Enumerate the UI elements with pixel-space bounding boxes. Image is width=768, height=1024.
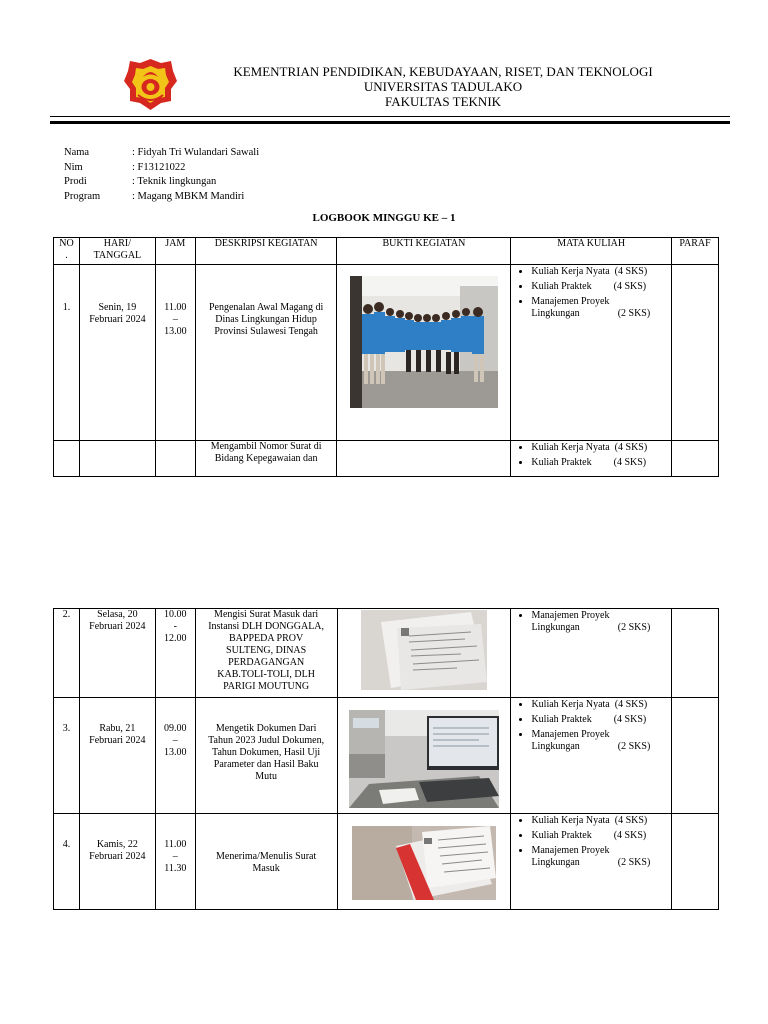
table-header-row — [54, 238, 719, 265]
info-label: Program — [64, 190, 101, 202]
info-row-program — [64, 190, 259, 205]
list-item: • Kuliah Kerja Nyata (4 SKS) — [531, 442, 671, 454]
logbook-title: LOGBOOK MINGGU KE – 1 — [312, 212, 456, 224]
student-info — [64, 146, 259, 204]
row-date — [79, 441, 155, 477]
document-header — [0, 0, 768, 130]
row-time: 09.00 – 13.00 — [155, 698, 195, 814]
list-item: • Manajemen Proyek Lingkungan (2 SKS) — [531, 845, 671, 869]
header-rule-thick — [50, 121, 730, 124]
row-description: Mengetik Dokumen Dari Tahun 2023 Judul Dokumen, Tahun Dokumen, Hasil Uji Parameter dan Hasil Baku Mutu — [195, 698, 337, 814]
list-item: • Kuliah Praktek (4 SKS) — [531, 281, 671, 293]
row-time: 11.00 – 11.30 — [155, 814, 195, 910]
header-rule-thin — [50, 116, 730, 117]
ministry-name: KEMENTRIAN PENDIDIKAN, KEBUDAYAAN, RISET, DAN TEKNOLOGI — [233, 64, 653, 79]
list-item: • Kuliah Praktek (4 SKS) — [531, 457, 671, 469]
course-list — [511, 266, 671, 320]
course-list — [511, 610, 671, 634]
row-description: Mengisi Surat Masuk dari Instansi DLH DONGGALA, BAPPEDA PROV SULTENG, DINAS PERDAGANGAN KAB.TOLI-TOLI, DLH PARIGI MOUTUNG — [195, 609, 337, 698]
info-value: : F13121022 — [132, 161, 186, 173]
info-row-nama — [64, 146, 259, 161]
row-paraf — [672, 698, 719, 814]
row-evidence — [337, 609, 511, 698]
university-logo — [123, 57, 178, 112]
col-deskripsi: DESKRIPSI KEGIATAN — [195, 238, 337, 265]
row-time — [155, 441, 195, 477]
table-row — [54, 609, 719, 698]
list-item: • Kuliah Praktek (4 SKS) — [531, 714, 671, 726]
row-no: 2. — [54, 609, 80, 698]
row-description: Pengenalan Awal Magang di Dinas Lingkungan Hidup Provinsi Sulawesi Tengah — [195, 265, 337, 441]
row-courses — [511, 265, 672, 441]
row-courses — [511, 698, 672, 814]
university-name: UNIVERSITAS TADULAKO — [363, 79, 523, 94]
row-time: 10.00 - 12.00 — [155, 609, 195, 698]
table-row — [54, 698, 719, 814]
row-paraf — [672, 609, 719, 698]
group-photo — [350, 276, 498, 408]
info-value: : Teknik lingkungan — [132, 176, 217, 187]
row-date: Senin, 19 Februari 2024 — [79, 265, 155, 441]
info-label: Nim — [64, 161, 83, 173]
row-time: 11.00 – 13.00 — [155, 265, 195, 441]
col-mata-kuliah: MATA KULIAH — [511, 238, 672, 265]
list-item: • Kuliah Praktek (4 SKS) — [531, 830, 671, 842]
row-paraf — [672, 265, 719, 441]
row-description: Mengambil Nomor Surat di Bidang Kepegawaian dan — [195, 441, 337, 477]
course-list — [511, 442, 671, 469]
row-evidence — [337, 265, 511, 441]
col-hari-tanggal: HARI/ TANGGAL — [79, 238, 155, 265]
row-courses — [511, 814, 672, 910]
logbook-table-page1 — [53, 237, 719, 477]
row-evidence — [337, 814, 511, 910]
row-paraf — [672, 441, 719, 477]
row-date: Selasa, 20 Februari 2024 — [79, 609, 155, 698]
col-no: NO . — [54, 238, 80, 265]
row-no: 1. — [54, 265, 80, 441]
row-description: Menerima/Menulis Surat Masuk — [195, 814, 337, 910]
col-paraf: PARAF — [672, 238, 719, 265]
col-jam: JAM — [155, 238, 195, 265]
info-label: Nama — [64, 147, 90, 158]
row-date: Kamis, 22 Februari 2024 — [79, 814, 155, 910]
info-row-nim — [64, 161, 259, 176]
list-item: • Kuliah Kerja Nyata (4 SKS) — [531, 815, 671, 827]
info-label: Prodi — [64, 176, 87, 187]
info-value: : Magang MBKM Mandiri — [132, 190, 245, 202]
institution-heading — [200, 64, 686, 109]
course-list — [511, 699, 671, 753]
row-courses — [511, 609, 672, 698]
table-row — [54, 265, 719, 441]
list-item: • Manajemen Proyek Lingkungan (2 SKS) — [531, 729, 671, 753]
table-row — [54, 441, 719, 477]
logbook-table-page2 — [53, 608, 719, 910]
computer-photo — [349, 710, 499, 808]
row-no — [54, 441, 80, 477]
list-item: • Kuliah Kerja Nyata (4 SKS) — [531, 266, 671, 278]
list-item: • Manajemen Proyek Lingkungan (2 SKS) — [531, 610, 671, 634]
course-list — [511, 815, 671, 869]
row-courses — [511, 441, 672, 477]
row-evidence — [337, 441, 511, 477]
list-item: • Manajemen Proyek Lingkungan (2 SKS) — [531, 296, 671, 320]
col-bukti: BUKTI KEGIATAN — [337, 238, 511, 265]
table-row — [54, 814, 719, 910]
row-no: 4. — [54, 814, 80, 910]
row-no: 3. — [54, 698, 80, 814]
row-date: Rabu, 21 Februari 2024 — [79, 698, 155, 814]
list-item: • Kuliah Kerja Nyata (4 SKS) — [531, 699, 671, 711]
faculty-name: FAKULTAS TEKNIK — [384, 94, 502, 109]
row-paraf — [672, 814, 719, 910]
info-value: : Fidyah Tri Wulandari Sawali — [132, 147, 260, 158]
row-evidence — [337, 698, 511, 814]
info-row-prodi — [64, 175, 259, 190]
mail-photo — [352, 826, 496, 900]
letters-photo — [361, 610, 487, 690]
